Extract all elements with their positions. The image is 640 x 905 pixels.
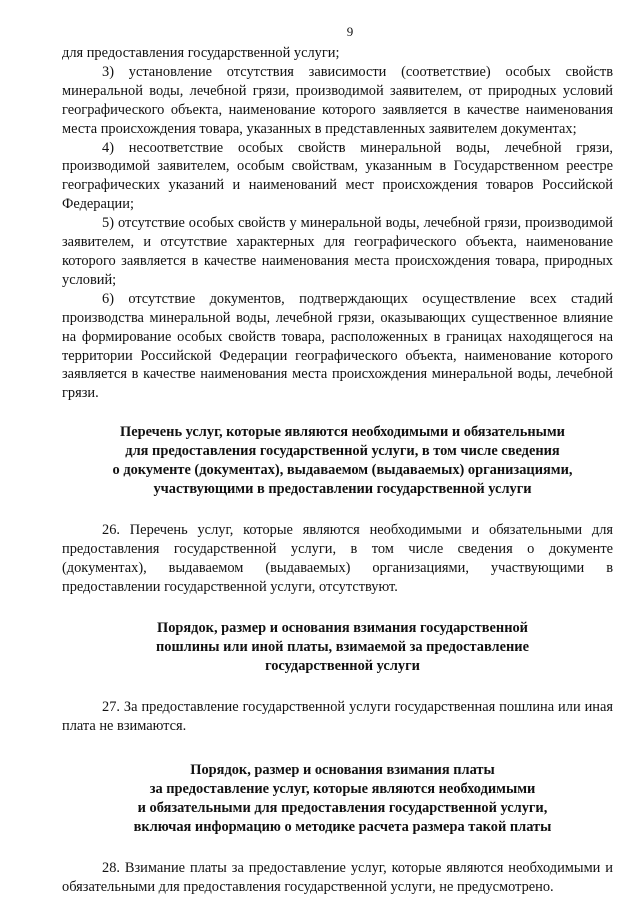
list-item-6: 6) отсутствие документов, подтверждающих осуществление всех стадий производства минеральной воды, лечебной грязи, оказывающих существенное влияние на формирование особых свойств товара, расположенных в границах находящегося на территории Российской Федерации географического объекта, наименование которого заявляется в качестве наименования места происхождения минеральной воды, лечебной грязи. xyxy=(62,290,613,402)
heading-line: включая информацию о методике расчета размера такой платы xyxy=(133,818,552,835)
section-heading-state-fee xyxy=(62,619,613,676)
heading-line: о документе (документах), выдаваемом (выдаваемых) организациями, xyxy=(112,462,573,479)
heading-line: государственной услуги xyxy=(265,657,420,674)
section-heading-services-list xyxy=(62,423,613,499)
heading-line: пошлины или иной платы, взимаемой за предоставление xyxy=(156,638,529,655)
paragraph-27: 27. За предоставление государственной услуги государственная пошлина или иная плата не взимаются. xyxy=(62,698,613,734)
list-item-4: 4) несоответствие особых свойств минеральной воды, лечебной грязи, производимой заявителем, особым свойствам, указанным в Государственном реестре географических указаний и наименований мест происхождения товаров Российской Федерации; xyxy=(62,139,613,213)
heading-line: Порядок, размер и основания взимания государственной xyxy=(157,619,528,636)
heading-line: и обязательными для предоставления государственной услуги, xyxy=(137,799,548,816)
section-heading-fee-for-services xyxy=(62,761,613,837)
paragraph-28: 28. Взимание платы за предоставление услуг, которые являются необходимыми и обязательными для предоставления государственной услуги, не предусмотрено. xyxy=(62,859,613,895)
heading-line: участвующими в предоставлении государственной услуги xyxy=(153,481,532,498)
list-item-3: 3) установление отсутствия зависимости (соответствие) особых свойств минеральной воды, лечебной грязи, производимой заявителем, от природных условий географического объекта, наименование которого заявляется в качестве наименования места происхождения товара, указанных в представленных заявителем документах; xyxy=(62,63,613,137)
page-number: 9 xyxy=(346,24,354,39)
heading-line: Перечень услуг, которые являются необходимыми и обязательными xyxy=(120,424,565,441)
heading-line: для предоставления государственной услуги, в том числе сведения xyxy=(125,443,560,460)
paragraph-continuation: для предоставления государственной услуги; xyxy=(62,45,340,61)
heading-line: Порядок, размер и основания взимания платы xyxy=(190,761,495,778)
paragraph-26: 26. Перечень услуг, которые являются необходимыми и обязательными для предоставления государственной услуги, в том числе сведения о документе (документах), выдаваемом (выдаваемых) организациями, участвующими в предоставлении государственной услуги, отсутствуют. xyxy=(62,522,613,595)
heading-line: за предоставление услуг, которые являются необходимыми xyxy=(149,780,536,797)
list-item-5: 5) отсутствие особых свойств у минеральной воды, лечебной грязи, производимой заявителем, и отсутствие характерных для географического объекта, наименование которого заявляется в качестве наименования места происхождения товара, природных условий; xyxy=(62,215,613,288)
